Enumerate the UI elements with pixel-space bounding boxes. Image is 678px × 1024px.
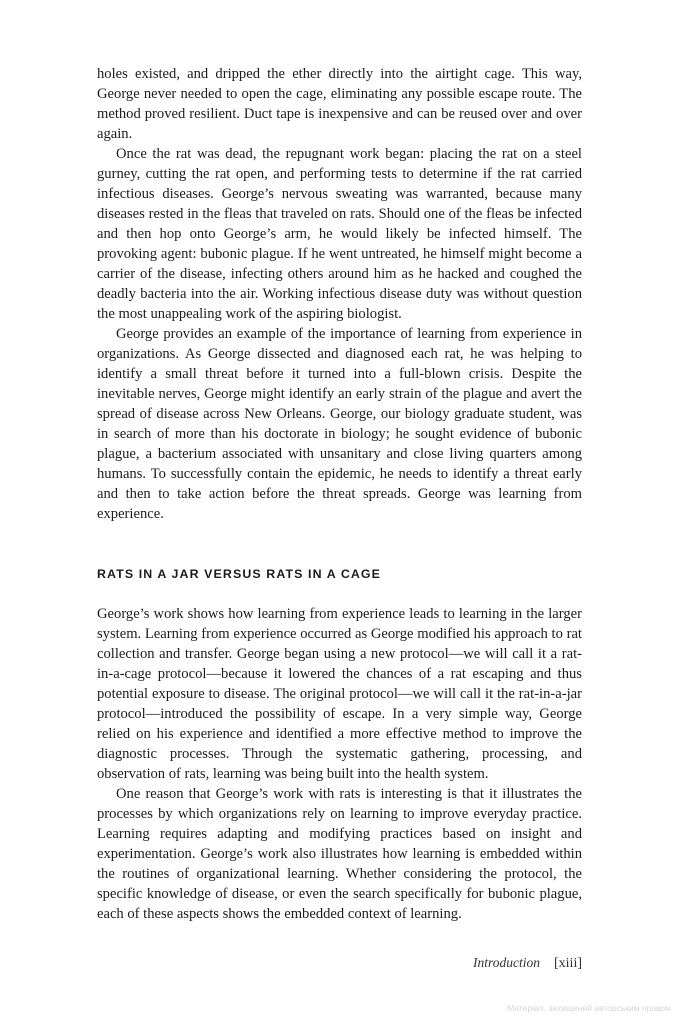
section-paragraph-2: One reason that George’s work with rats is interesting is that it illustrates the processes by which organizations rely on learning to improve everyday practice. Learning requires adapting and modifying practices based on insight and experimentation. George’s work also illustrates how learning is embedded within the routines of organizational learning. Whether considering the protocol, the specific knowledge of disease, or even the search specifically for bubonic plague, each of these aspects shows the embedded context of learning. [97, 786, 582, 922]
body-paragraph-1: holes existed, and dripped the ether directly into the airtight cage. This way, George never needed to open the cage, eliminating any possible escape route. The method proved resilient. Duct tape is inexpensive and can be reused over and over again. [97, 66, 582, 142]
page-number: [xiii] [554, 956, 582, 971]
body-text-block [97, 64, 582, 524]
body-paragraph-3: George provides an example of the importance of learning from experience in organizations. As George dissected and diagnosed each rat, he was helping to identify a small threat before it turned into a full-blown crisis. Despite the inevitable nerves, George might identify an early strain of the plague and avert the spread of disease across New Orleans. George, our biology graduate student, was in search of more than his doctorate in biology; he sought evidence of bubonic plague, a bacterium associated with unsanitary and close living quarters among humans. To successfully contain the epidemic, he needs to identify a threat early and then to take action before the threat spreads. George was learning from experience. [97, 326, 582, 522]
body-paragraph-2: Once the rat was dead, the repugnant work began: placing the rat on a steel gurney, cutting the rat open, and performing tests to determine if the rat carried infectious diseases. George’s nervous sweating was warranted, because many diseases rested in the fleas that traveled on rats. Should one of the fleas be infected and then hop onto George’s arm, he would likely be infected himself. The provoking agent: bubonic plague. If he went untreated, he himself might become a carrier of the disease, infecting others around him as he hacked and coughed the deadly bacteria into the air. Working infectious disease duty was without question the most unappealing work of the aspiring biologist. [97, 146, 582, 322]
page-footer [473, 955, 582, 972]
section-heading: RATS IN A JAR VERSUS RATS IN A CAGE [97, 567, 382, 581]
section-paragraph-1: George’s work shows how learning from experience leads to learning in the larger system. Learning from experience occurred as George modified his approach to rat collection and transfer. George began using a new protocol—we will call it a rat-in-a-cage protocol—because it lowered the chances of a rat escaping and thus potential exposure to disease. The original protocol—we will call it the rat-in-a-jar protocol—introduced the possibility of escape. In a very simple way, George relied on his experience and identified a more effective method to improve the diagnostic processes. Through the systematic gathering, processing, and observation of rats, learning was being built into the health system. [97, 606, 582, 782]
running-head: Introduction [473, 955, 540, 970]
section-text-block [97, 604, 582, 924]
copyright-watermark: Матеріал, захищений авторським правом [507, 1003, 671, 1013]
